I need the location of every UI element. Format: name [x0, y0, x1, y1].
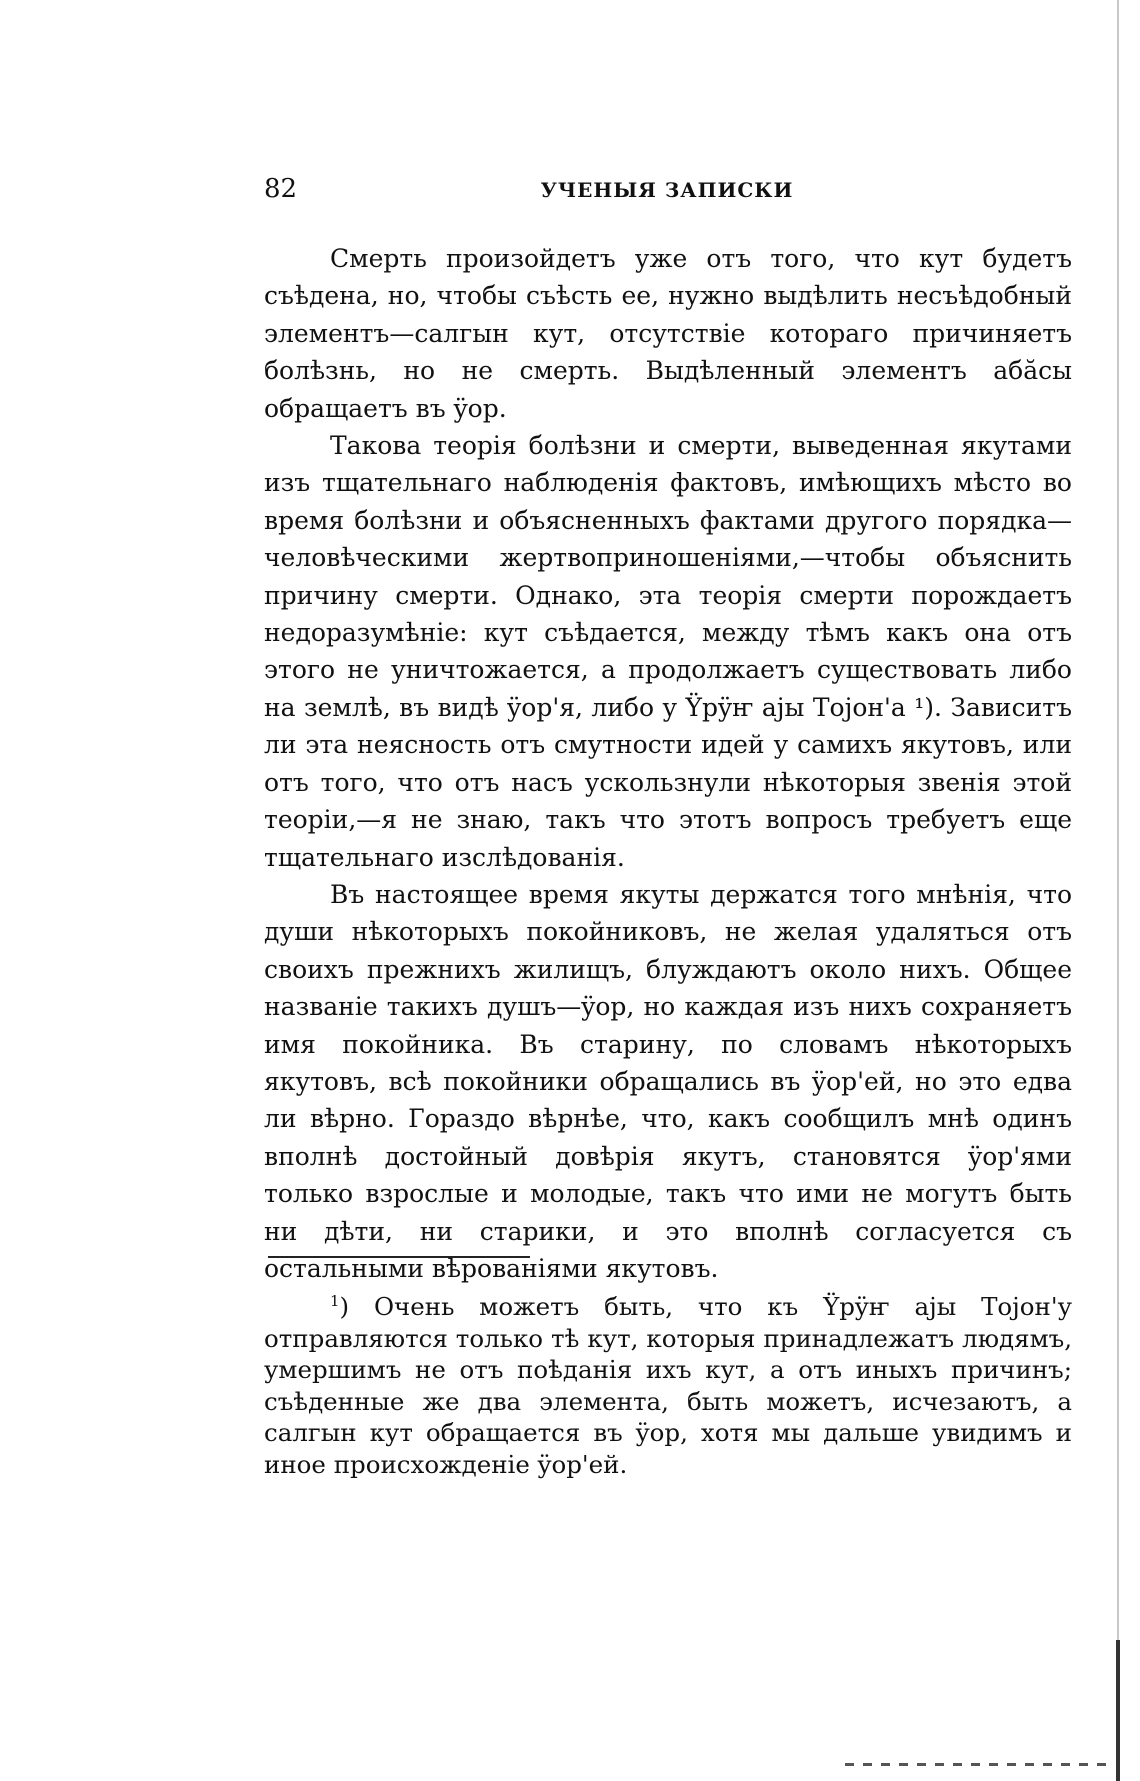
page-edge-shadow [1116, 1640, 1120, 1781]
page-edge-line [1117, 0, 1119, 1781]
scan-artifact-mark [845, 1763, 1115, 1766]
running-title: УЧЕНЫЯ ЗАПИСКИ [540, 178, 794, 202]
paragraph-1: Смерть произойдетъ уже отъ того, что кут будетъ съѣдена, но, чтобы съѣсть ее, нужно выдѣлить несъѣдобный элементъ—салгын кут, отсутствіе котораго причиняетъ болѣзнь, но не смерть. Выдѣленный элементъ абăсы обращаетъ въ ÿор. [264, 244, 1072, 423]
paragraph-2: Такова теорія болѣзни и смерти, выведенная якутами изъ тщательнаго наблюденія фактовъ, имѣющихъ мѣсто во время болѣзни и объясненныхъ фактами другого порядка—человѣческими жертвоприношеніями,—чтобы объяснить причину смерти. Однако, эта теорія смерти порождаетъ недоразумѣніе: кут съѣдается, между тѣмъ какъ она отъ этого не уничтожается, а продолжаетъ существовать либо на землѣ, въ видѣ ÿор'я, либо у Ÿрÿҥ аjы Тоjон'а ¹). Зависитъ ли эта неясность отъ смутности идей у самихъ якутовъ, или отъ того, что отъ насъ ускользнули нѣкоторыя звенія этой теоріи,—я не знаю, такъ что этотъ вопросъ требуетъ еще тщательнаго изслѣдованія. [264, 431, 1072, 872]
main-text [264, 240, 1072, 1287]
footnote-paragraph [264, 1286, 1072, 1480]
footnote [264, 1286, 1072, 1480]
paragraph-3: Въ настоящее время якуты держатся того мнѣнія, что души нѣкоторыхъ покойниковъ, не желая удаляться отъ своихъ прежнихъ жилищъ, блуждаютъ около нихъ. Общее названіе такихъ душъ—ÿор, но каждая изъ нихъ сохраняетъ имя покойника. Въ старину, по словамъ нѣкоторыхъ якутовъ, всѣ покойники обращались въ ÿор'ей, но это едва ли вѣрно. Гораздо вѣрнѣе, что, какъ сообщилъ мнѣ одинъ вполнѣ достойный довѣрія якутъ, становятся ÿор'ями только взрослые и молодые, такъ что ими не могутъ быть ни дѣти, ни старики, и это вполнѣ согласуется съ остальными вѣрованіями якутовъ. [264, 879, 1072, 1283]
footnote-divider [268, 1256, 530, 1258]
footnote-text: ) Очень можетъ быть, что къ Ÿрÿҥ аjы Тоjон'у отправляются только тѣ кут, которыя принадлежатъ людямъ, умершимъ не отъ поѣданія ихъ кут, а отъ иныхъ причинъ; съѣденные же два элемента, быть можетъ, исчезаютъ, а салгын кут обращается въ ÿор, хотя мы дальше увидимъ и иное происхожденіе ÿор'ей. [264, 1292, 1072, 1479]
footnote-marker: 1 [330, 1292, 340, 1310]
page-number: 82 [264, 174, 298, 204]
page-header [264, 174, 1070, 214]
